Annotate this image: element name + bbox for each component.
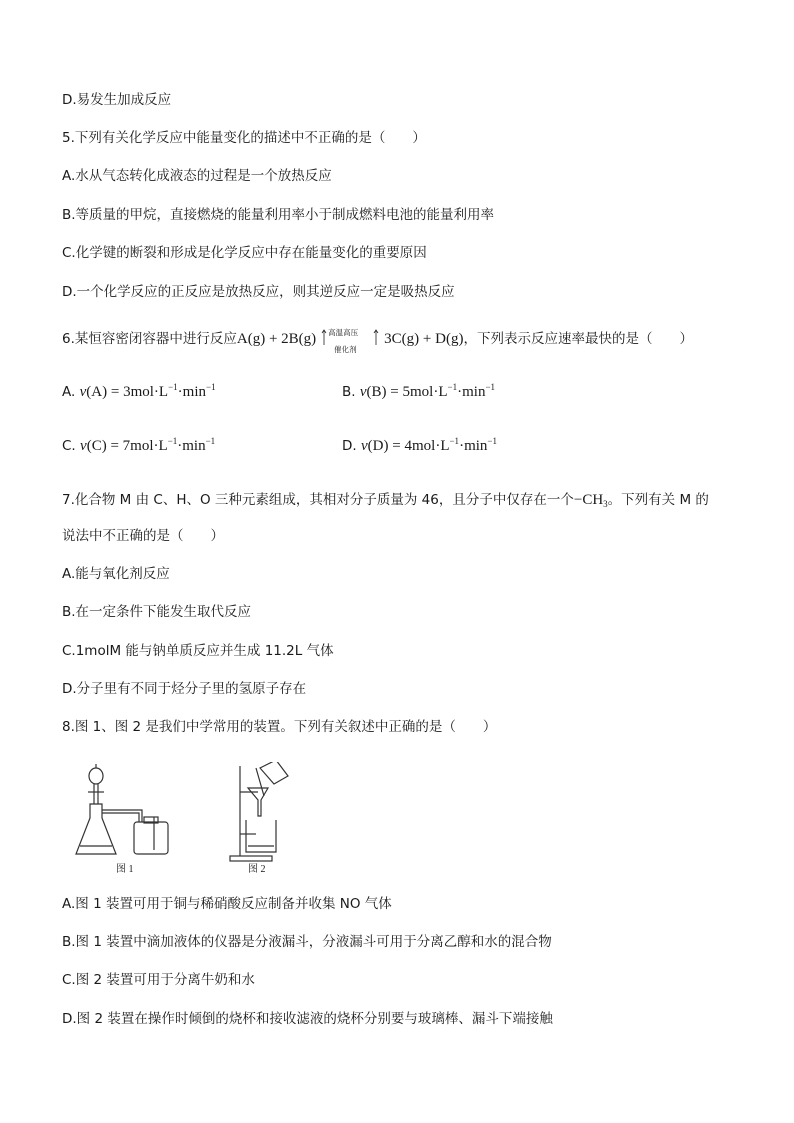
q6-condition-bottom: 催化剂 <box>334 345 357 354</box>
reversible-arrow-icon <box>320 327 380 354</box>
q6-reactants: A(g) + 2B(g) <box>236 331 317 347</box>
q5-option-d: D.一个化学反应的正反应是放热反应，则其逆反应一定是吸热反应 <box>62 284 455 300</box>
q6-option-a: A. $v(A) = 3mol\cdot L^{-1}\cdot\min^{-1}$ <box>62 382 216 400</box>
apparatus-figure <box>70 762 310 884</box>
q8-option-b: B.图 1 装置中滴加液体的仪器是分液漏斗，分液漏斗可用于分离乙醇和水的混合物 <box>62 934 552 950</box>
q7-stem-line1: 7.化合物 M 由 C、H、O 三种元素组成，其相对分子质量为 46，且分子中仅存在一个$-CH_3$。下列有关 M 的 <box>62 492 709 509</box>
lab-apparatus-illustration <box>70 762 310 880</box>
q7-option-b: B.在一定条件下能发生取代反应 <box>62 604 252 620</box>
q5-option-b: B.等质量的甲烷，直接燃烧的能量利用率小于制成燃料电池的能量利用率 <box>62 207 495 223</box>
q8-option-d: D.图 2 装置在操作时倾倒的烧杯和接收滤液的烧杯分别要与玻璃棒、漏斗下端接触 <box>62 1011 553 1027</box>
q7-stem-line2: 说法中不正确的是（ ） <box>62 528 224 544</box>
q6-option-b: B. $v(B) = 5mol\cdot L^{-1}\cdot\min^{-1}$ <box>342 382 496 400</box>
q6-prefix: 6.某恒容密闭容器中进行反应 <box>62 331 237 347</box>
q6-condition-top: 高温高压 <box>328 328 359 337</box>
q7-option-c: C.1molM 能与钠单质反应并生成 11.2L 气体 <box>62 643 334 659</box>
q8-option-c: C.图 2 装置可用于分离牛奶和水 <box>62 972 255 988</box>
q7-option-d: D.分子里有不同于烃分子里的氢原子存在 <box>62 681 307 697</box>
q6-stem <box>62 327 693 354</box>
q7-option-a: A.能与氧化剂反应 <box>62 566 170 582</box>
q5-stem: 5.下列有关化学反应中能量变化的描述中不正确的是（ ） <box>62 130 426 146</box>
q6-option-c: C. $v(C) = 7mol\cdot L^{-1}\cdot\min^{-1}$ <box>62 436 216 454</box>
q6-option-d: D. $v(D) = 4mol\cdot L^{-1}\cdot\min^{-1}$ <box>342 436 497 454</box>
figure-1-label: 图 1 <box>116 864 134 875</box>
q5-option-a: A.水从气态转化成液态的过程是一个放热反应 <box>62 168 332 184</box>
q6-suffix: ，下列表示反应速率最快的是（ ） <box>463 331 693 347</box>
q4-option-d: D.易发生加成反应 <box>62 92 172 108</box>
q8-stem: 8.图 1、图 2 是我们中学常用的装置。下列有关叙述中正确的是（ ） <box>62 719 497 735</box>
figure-2-label: 图 2 <box>248 864 266 875</box>
q8-option-a: A.图 1 装置可用于铜与稀硝酸反应制备并收集 NO 气体 <box>62 896 392 912</box>
methyl-group: $-CH_3$ <box>573 492 608 509</box>
q5-option-c: C.化学键的断裂和形成是化学反应中存在能量变化的重要原因 <box>62 245 427 261</box>
q6-products: 3C(g) + D(g) <box>384 331 464 347</box>
